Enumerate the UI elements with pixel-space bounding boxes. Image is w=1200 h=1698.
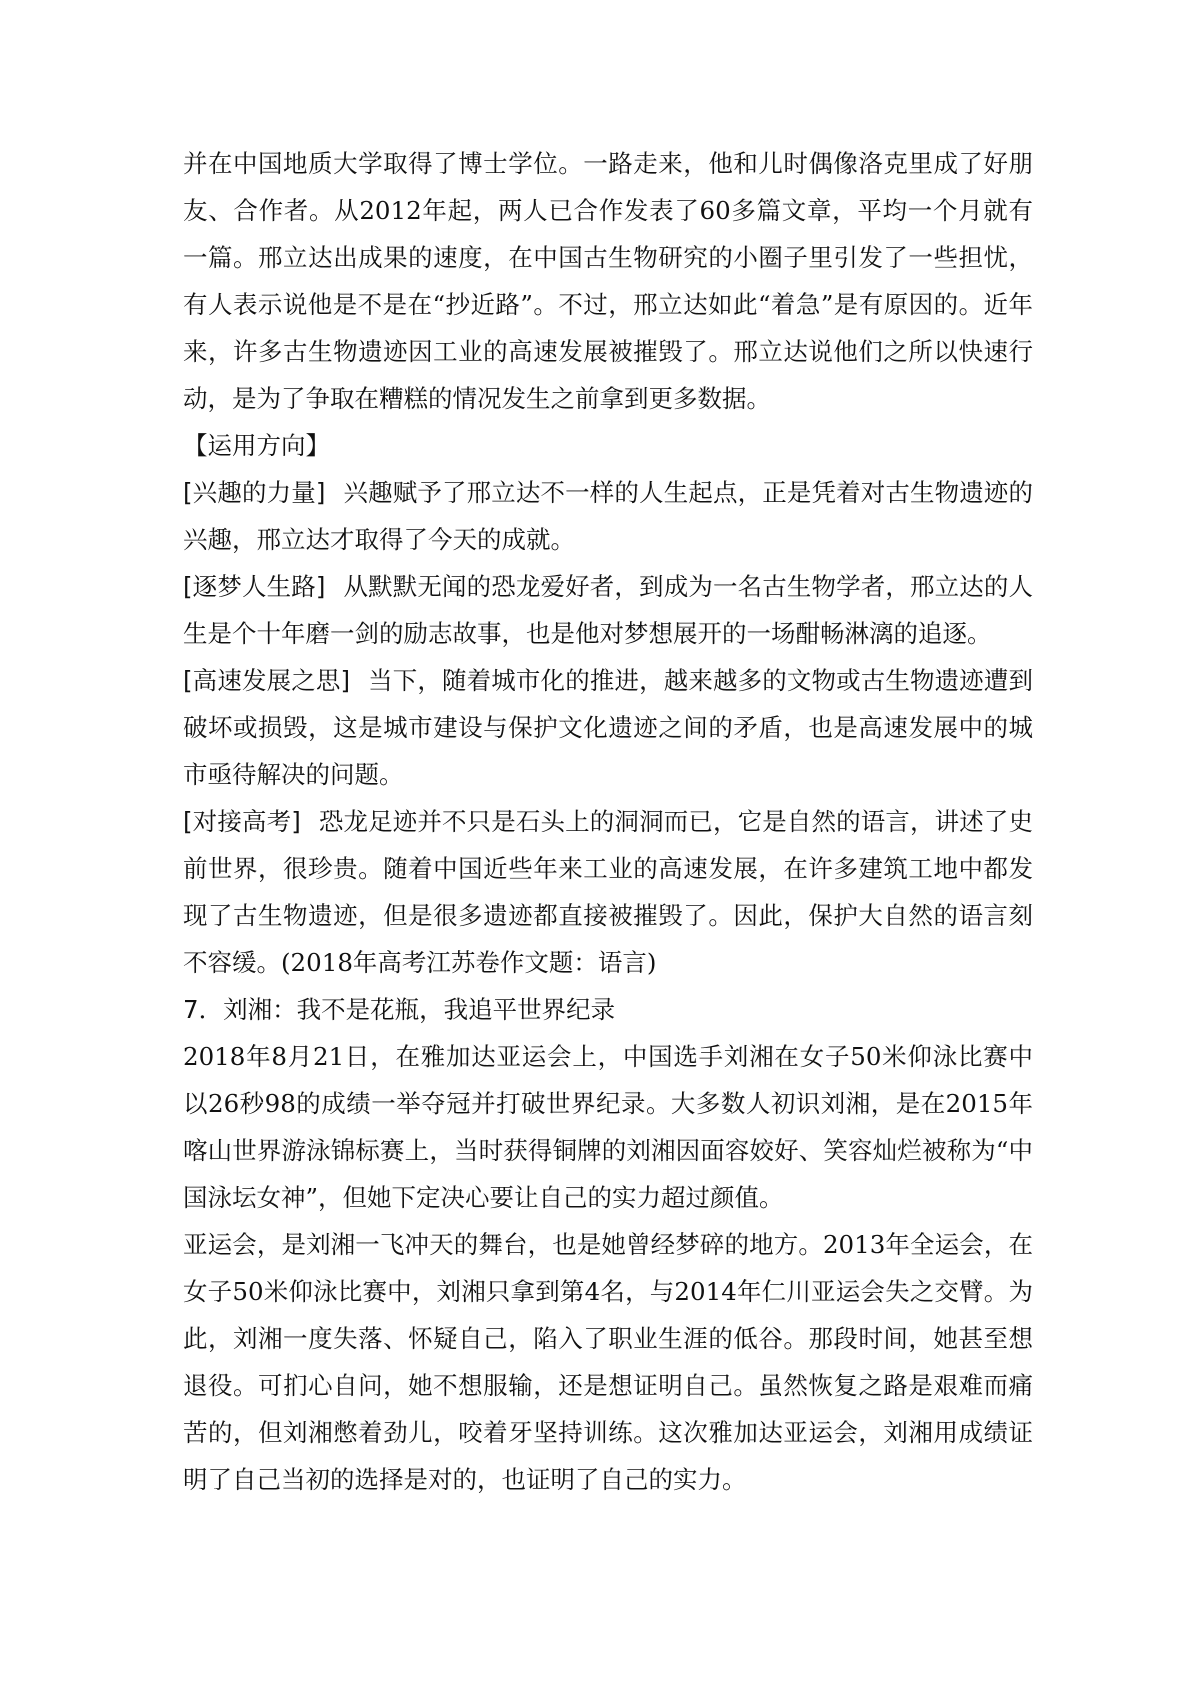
usage-tag: [逐梦人生路]: [183, 572, 326, 601]
usage-text: 当下，随着城市化的推进，越来越多的文物或古生物遗迹遭到破坏或损毁，这是城市建设与保护文化遗迹之间的矛盾，也是高速发展中的城市亟待解决的问题。: [183, 666, 1034, 789]
usage-text: 恐龙足迹并不只是石头上的洞洞而已，它是自然的语言，讲述了史前世界，很珍贵。随着中国近些年来工业的高速发展，在许多建筑工地中都发现了古生物遗迹，但是很多遗迹都直接被摧毁了。因此，保护大自然的语言刻不容缓。(2018年高考江苏卷作文题：语言): [183, 807, 1033, 977]
usage-heading: 【运用方向】: [183, 431, 330, 460]
usage-tag: [对接高考]: [183, 807, 301, 836]
usage-item-dream: [183, 563, 1033, 657]
intro-paragraph: 并在中国地质大学取得了博士学位。一路走来，他和儿时偶像洛克里成了好朋友、合作者。从2012年起，两人已合作发表了60多篇文章，平均一个月就有一篇。邢立达出成果的速度，在中国古生物研究的小圈子里引发了一些担忧，有人表示说他是不是在“抄近路”。不过，邢立达如此“着急”是有原因的。近年来，许多古生物遗迹因工业的高速发展被摧毁了。邢立达说他们之所以快速行动，是为了争取在糟糕的情况发生之前拿到更多数据。: [183, 149, 1033, 413]
usage-tag: [高速发展之思]: [183, 666, 351, 695]
section-7-title: 7．刘湘：我不是花瓶，我追平世界纪录: [183, 995, 616, 1024]
section-7-paragraph-1: 2018年8月21日，在雅加达亚运会上，中国选手刘湘在女子50米仰泳比赛中以26秒98的成绩一举夺冠并打破世界纪录。大多数人初识刘湘，是在2015年喀山世界游泳锦标赛上，当时获得铜牌的刘湘因面容姣好、笑容灿烂被称为“中国泳坛女神”，但她下定决心要让自己的实力超过颜值。: [183, 1042, 1033, 1212]
document-body: [183, 140, 1033, 1503]
usage-item-gaokao: [183, 798, 1033, 986]
usage-item-development: [183, 657, 1033, 798]
usage-item-interest: [183, 469, 1033, 563]
section-7-paragraph-2: 亚运会，是刘湘一飞冲天的舞台，也是她曾经梦碎的地方。2013年全运会，在女子50米仰泳比赛中，刘湘只拿到第4名，与2014年仁川亚运会失之交臂。为此，刘湘一度失落、怀疑自己，陷入了职业生涯的低谷。那段时间，她甚至想退役。可扪心自问，她不想服输，还是想证明自己。虽然恢复之路是艰难而痛苦的，但刘湘憋着劲儿，咬着牙坚持训练。这次雅加达亚运会，刘湘用成绩证明了自己当初的选择是对的，也证明了自己的实力。: [183, 1230, 1033, 1494]
usage-tag: [兴趣的力量]: [183, 478, 326, 507]
usage-text: 从默默无闻的恐龙爱好者，到成为一名古生物学者，邢立达的人生是个十年磨一剑的励志故事，也是他对梦想展开的一场酣畅淋漓的追逐。: [183, 572, 1033, 648]
usage-text: 兴趣赋予了邢立达不一样的人生起点，正是凭着对古生物遗迹的兴趣，邢立达才取得了今天的成就。: [183, 478, 1033, 554]
